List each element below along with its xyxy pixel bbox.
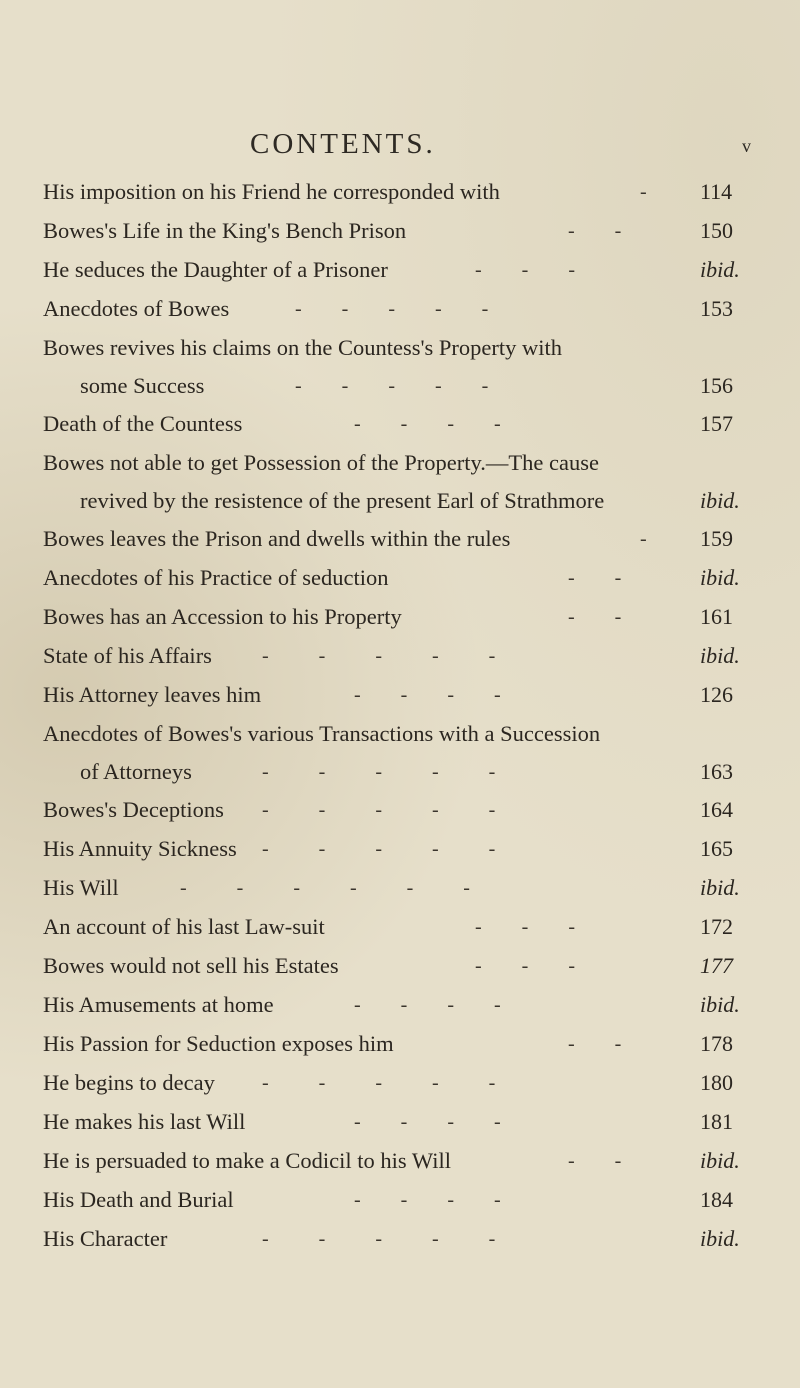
entry-title-continued: some Success: [80, 373, 205, 398]
contents-entry: [0, 449, 800, 525]
leader-dashes: -: [640, 528, 647, 550]
entry-page: 177: [700, 953, 733, 978]
leader-dashes: - - -: [475, 916, 575, 938]
entry-page: 172: [700, 914, 733, 939]
entry-title: His Attorney leaves him: [43, 682, 262, 707]
entry-page: 159: [700, 526, 733, 551]
contents-entry: [0, 720, 800, 796]
entry-title: An account of his last Law-suit: [43, 914, 325, 939]
entry-title: Bowes leaves the Prison and dwells within the rules: [43, 526, 511, 551]
contents-entry: [0, 603, 800, 642]
entry-title: His imposition on his Friend he corresponded with: [43, 179, 500, 204]
entry-page: 181: [700, 1109, 733, 1134]
entry-page: ibid.: [700, 992, 740, 1017]
contents-entry: [0, 991, 800, 1030]
contents-entry: [0, 952, 800, 991]
entry-title: He seduces the Daughter of a Prisoner: [43, 257, 388, 282]
contents-entry: [0, 796, 800, 835]
entry-page: ibid.: [700, 1148, 740, 1173]
entry-title: Anecdotes of Bowes: [43, 296, 230, 321]
entry-title: Anecdotes of his Practice of seduction: [43, 565, 389, 590]
entry-title: His Passion for Seduction exposes him: [43, 1031, 394, 1056]
entry-page: 161: [700, 604, 733, 629]
contents-entry: [0, 178, 800, 217]
entry-page: 178: [700, 1031, 733, 1056]
entry-title: He makes his last Will: [43, 1109, 246, 1134]
leader-dashes: - - - - -: [262, 1072, 496, 1094]
leader-dashes: - - - -: [354, 1189, 501, 1211]
entry-page: ibid.: [700, 257, 740, 282]
leader-dashes: - - - -: [354, 1111, 501, 1133]
entry-page: 150: [700, 218, 733, 243]
contents-entry: [0, 410, 800, 449]
folio-number: v: [742, 136, 751, 156]
contents-entry: [0, 295, 800, 334]
entry-page: 165: [700, 836, 733, 861]
leader-dashes: - -: [568, 567, 622, 589]
contents-entry: [0, 1108, 800, 1147]
entry-title: Bowes would not sell his Estates: [43, 953, 339, 978]
entry-title: Bowes has an Accession to his Property: [43, 604, 402, 629]
leader-dashes: - - - - -: [295, 298, 489, 320]
contents-entry: [0, 913, 800, 952]
entry-title: State of his Affairs: [43, 643, 212, 668]
leader-dashes: - -: [568, 220, 622, 242]
entry-page: ibid.: [700, 488, 740, 513]
page-title: CONTENTS.: [250, 128, 436, 160]
leader-dashes: - - -: [475, 259, 575, 281]
contents-entry: [0, 642, 800, 681]
entry-title: He begins to decay: [43, 1070, 215, 1095]
leader-dashes: - -: [568, 606, 622, 628]
leader-dashes: - - - - -: [262, 838, 496, 860]
leader-dashes: - - - -: [354, 684, 501, 706]
contents-entry: [0, 1147, 800, 1186]
entry-page: 163: [700, 759, 733, 784]
entry-title: Bowes revives his claims on the Countess's Property with: [43, 335, 563, 360]
entry-page: ibid.: [700, 565, 740, 590]
entry-title: Death of the Countess: [43, 411, 243, 436]
contents-entry: [0, 1030, 800, 1069]
leader-dashes: - - - - -: [295, 375, 489, 397]
entry-title: Bowes's Life in the King's Bench Prison: [43, 218, 407, 243]
entry-page: ibid.: [700, 875, 740, 900]
entry-page: 126: [700, 682, 733, 707]
leader-dashes: - - - -: [354, 994, 501, 1016]
contents-entry: [0, 681, 800, 720]
leader-dashes: - - - -: [354, 413, 501, 435]
page-header: [0, 128, 800, 168]
entry-title: His Character: [43, 1226, 168, 1251]
leader-dashes: - - - - -: [262, 1228, 496, 1250]
entry-page: 153: [700, 296, 733, 321]
contents-entry: [0, 874, 800, 913]
entry-page: 114: [700, 179, 733, 204]
contents-list: [0, 178, 800, 1264]
entry-title: Bowes's Deceptions: [43, 797, 224, 822]
leader-dashes: -: [640, 181, 647, 203]
leader-dashes: - - - - -: [262, 645, 496, 667]
contents-entry: [0, 525, 800, 564]
entry-page: ibid.: [700, 1226, 740, 1251]
entry-title: His Will: [43, 875, 119, 900]
contents-entry: [0, 1069, 800, 1108]
entry-title: Anecdotes of Bowes's various Transactions with a Succession: [43, 721, 601, 746]
entry-page: 157: [700, 411, 733, 436]
contents-entry: [0, 564, 800, 603]
entry-page: 180: [700, 1070, 733, 1095]
leader-dashes: - - -: [475, 955, 575, 977]
entry-title: He is persuaded to make a Codicil to his Will: [43, 1148, 451, 1173]
contents-entry: [0, 1186, 800, 1225]
entry-page: ibid.: [700, 643, 740, 668]
entry-title: His Death and Burial: [43, 1187, 234, 1212]
leader-dashes: - - - - -: [262, 799, 496, 821]
entry-page: 156: [700, 373, 733, 398]
entry-title: Bowes not able to get Possession of the Property.—The cause: [43, 450, 599, 475]
leader-dashes: - -: [568, 1033, 622, 1055]
leader-dashes: - - - - -: [262, 761, 496, 783]
entry-title: His Amusements at home: [43, 992, 274, 1017]
contents-entry: [0, 334, 800, 410]
contents-entry: [0, 217, 800, 256]
contents-entry: [0, 1225, 800, 1264]
leader-dashes: - - - - - -: [180, 877, 470, 899]
entry-page: 184: [700, 1187, 733, 1212]
entry-page: 164: [700, 797, 733, 822]
contents-entry: [0, 256, 800, 295]
contents-entry: [0, 835, 800, 874]
entry-title-continued: revived by the resistence of the present Earl of Strathmore: [80, 488, 605, 513]
entry-title-continued: of Attorneys: [80, 759, 192, 784]
entry-title: His Annuity Sickness: [43, 836, 237, 861]
leader-dashes: - -: [568, 1150, 622, 1172]
